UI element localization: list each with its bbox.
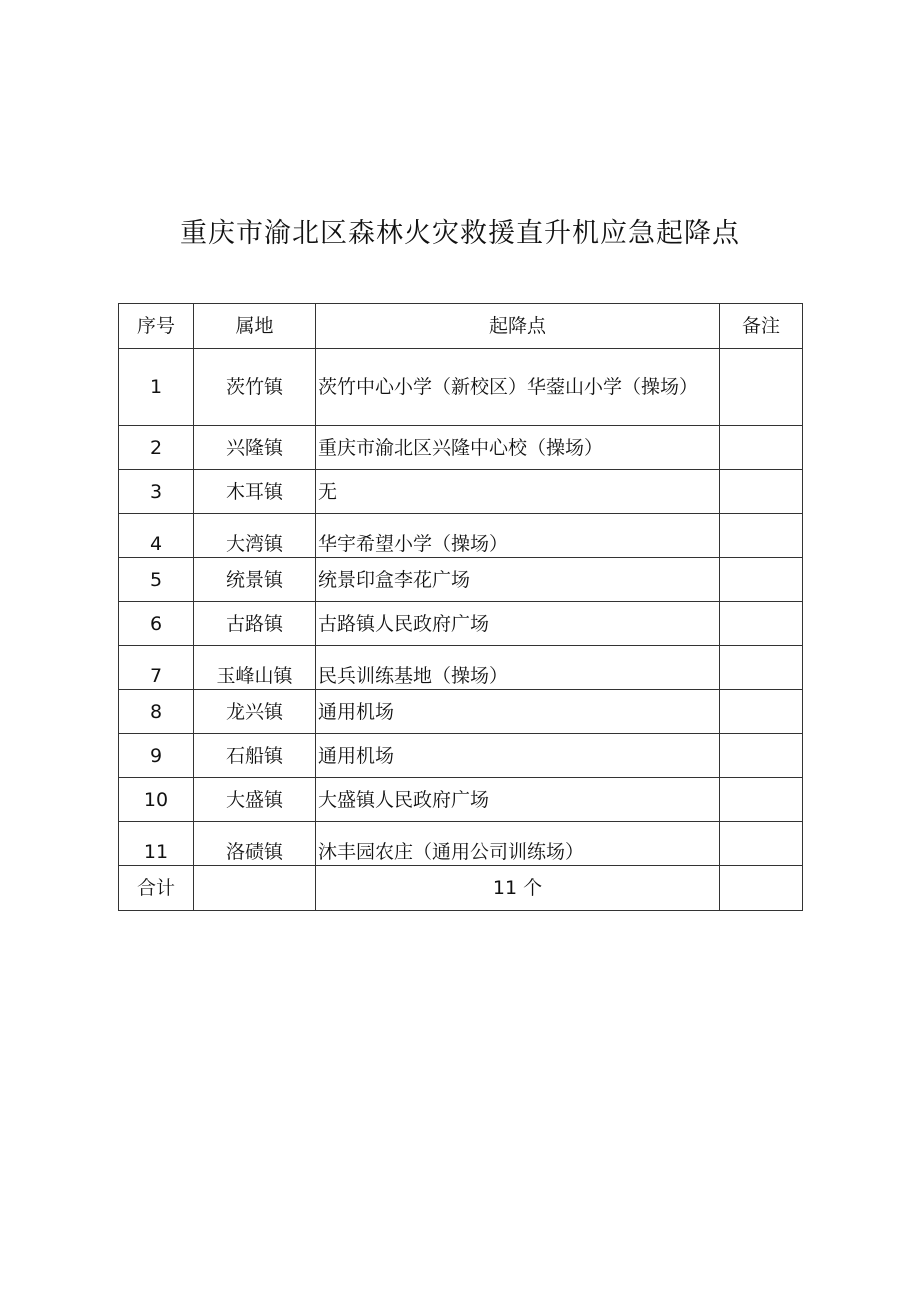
row-site: 古路镇人民政府广场 (316, 602, 720, 646)
row-site: 大盛镇人民政府广场 (316, 778, 720, 822)
total-count: 11 个 (316, 866, 720, 911)
row-site (316, 646, 720, 690)
table-row (119, 470, 803, 514)
row-town-text: 洛碛镇 (225, 841, 283, 863)
row-town: 统景镇 (194, 558, 316, 602)
row-town (194, 514, 316, 558)
row-no: 1 (119, 349, 194, 426)
row-no: 9 (119, 734, 194, 778)
table-row (119, 778, 803, 822)
row-town: 大盛镇 (194, 778, 316, 822)
header-town: 属地 (194, 304, 316, 349)
row-town: 古路镇 (194, 602, 316, 646)
row-site: 统景印盒李花广场 (316, 558, 720, 602)
row-no-text: 4 (149, 533, 163, 555)
table-row (119, 426, 803, 470)
table-row (119, 602, 803, 646)
row-site-text: 华宇希望小学（操场） (318, 533, 509, 555)
row-site (316, 514, 720, 558)
row-note (720, 646, 803, 690)
row-site: 茨竹中心小学（新校区）华蓥山小学（操场） (316, 349, 720, 426)
row-site: 无 (316, 470, 720, 514)
row-site: 通用机场 (316, 734, 720, 778)
row-note (720, 602, 803, 646)
row-site: 通用机场 (316, 690, 720, 734)
row-note (720, 558, 803, 602)
row-site: 重庆市渝北区兴隆中心校（操场） (316, 426, 720, 470)
row-town: 兴隆镇 (194, 426, 316, 470)
total-town (194, 866, 316, 911)
table-header-row (119, 304, 803, 349)
row-no (119, 822, 194, 866)
row-town: 木耳镇 (194, 470, 316, 514)
header-note: 备注 (720, 304, 803, 349)
landing-sites-table (118, 303, 803, 911)
row-town-text: 大湾镇 (225, 533, 283, 555)
row-site-text: 民兵训练基地（操场） (318, 665, 509, 687)
row-note (720, 690, 803, 734)
row-site-text: 沐丰园农庄（通用公司训练场） (318, 841, 585, 863)
row-no (119, 646, 194, 690)
row-no: 5 (119, 558, 194, 602)
total-label: 合计 (119, 866, 194, 911)
row-no: 6 (119, 602, 194, 646)
row-no: 10 (119, 778, 194, 822)
row-town: 茨竹镇 (194, 349, 316, 426)
row-town (194, 646, 316, 690)
table-row (119, 558, 803, 602)
row-note (720, 426, 803, 470)
row-town-text: 玉峰山镇 (216, 665, 293, 687)
row-town: 龙兴镇 (194, 690, 316, 734)
row-no: 2 (119, 426, 194, 470)
row-no-text: 11 (143, 841, 169, 863)
row-note (720, 470, 803, 514)
total-note (720, 866, 803, 911)
row-note (720, 514, 803, 558)
table-row (119, 646, 803, 690)
table-row (119, 690, 803, 734)
row-note (720, 822, 803, 866)
row-no: 8 (119, 690, 194, 734)
table-row (119, 822, 803, 866)
page-title: 重庆市渝北区森林火灾救援直升机应急起降点 (180, 218, 740, 249)
row-town: 石船镇 (194, 734, 316, 778)
header-no: 序号 (119, 304, 194, 349)
row-town (194, 822, 316, 866)
header-site: 起降点 (316, 304, 720, 349)
table-row (119, 349, 803, 426)
table-total-row (119, 866, 803, 911)
row-site (316, 822, 720, 866)
row-no: 3 (119, 470, 194, 514)
row-no-text: 7 (149, 665, 163, 687)
row-note (720, 734, 803, 778)
row-note (720, 778, 803, 822)
table-row (119, 734, 803, 778)
row-no (119, 514, 194, 558)
row-note (720, 349, 803, 426)
table-row (119, 514, 803, 558)
